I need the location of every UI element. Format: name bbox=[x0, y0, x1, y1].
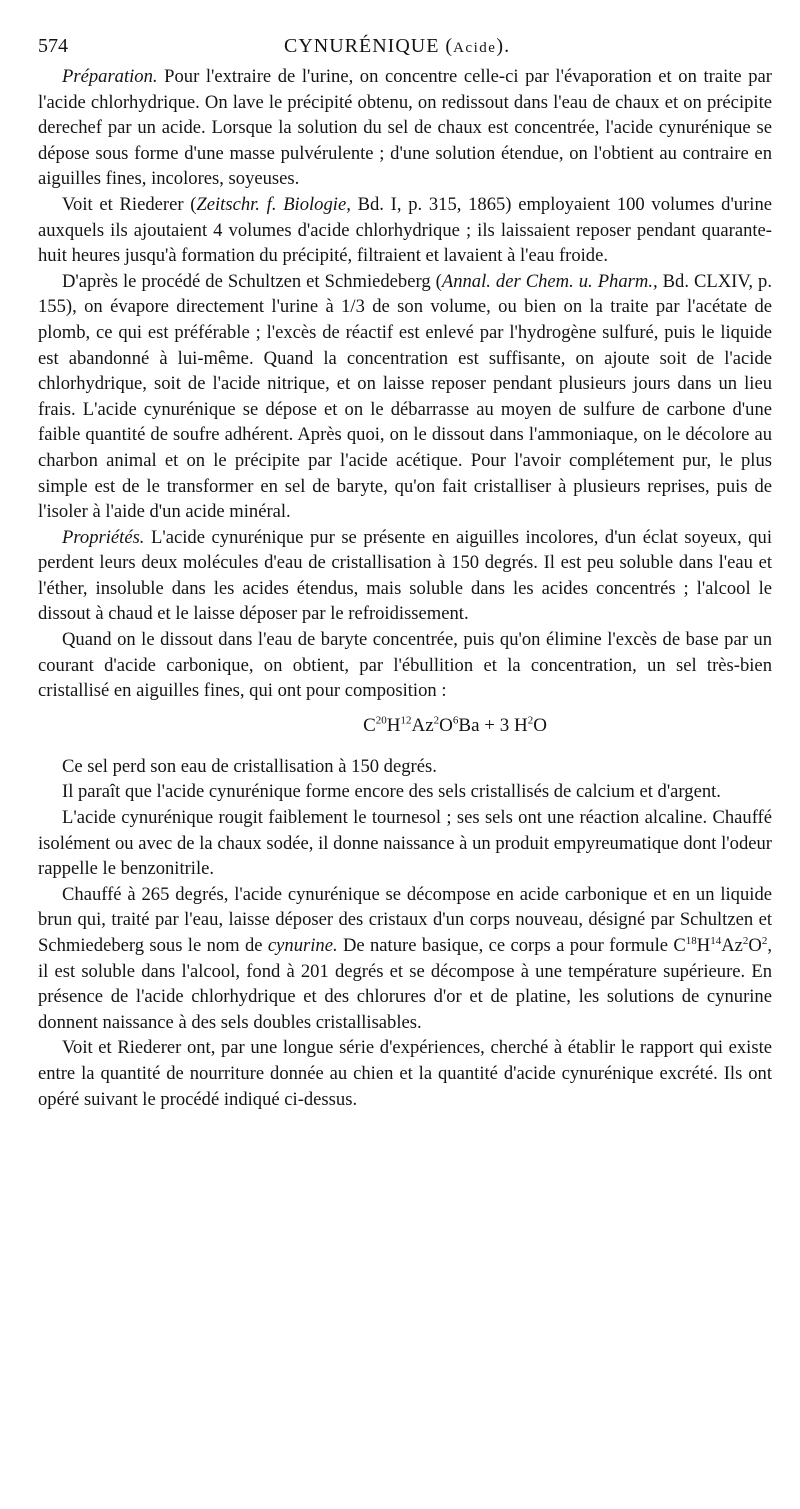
term-cynurine: cynurine. bbox=[267, 935, 338, 956]
paragraph-cynurine: Chauffé à 265 degrés, l'acide cynurénique se décompose en acide carbonique et en un liquide brun qui, traité par l'eau, laisse déposer des cristaux d'un corps nouveau, désigné par Schultzen et Schmiedeberg sous le nom de cynurine. De nature basique, ce corps a pour formule $C^{18}H^{14}Az^2O^2$, il est soluble dans l'alcool, fond à 201 degrés et se décompose à une température supérieure. En présence de l'acide chlorhydrique et des chlorures d'or et de platine, les solutions de cynurine donnent naissance à des sels doubles cristallisables. bbox=[38, 883, 773, 1033]
paragraph-text: D'après le procédé de Schultzen et Schmiedeberg ( bbox=[62, 270, 442, 292]
running-title-end: ). bbox=[496, 35, 511, 57]
running-title-small-caps: Acide bbox=[453, 40, 497, 56]
paragraph-properties bbox=[38, 525, 772, 627]
running-title bbox=[284, 28, 510, 66]
page-header bbox=[38, 28, 772, 64]
paragraph-calcium-silver-salts: Il paraît que l'acide cynurénique forme encore des sels cristallisés de calcium et d'argent. bbox=[62, 781, 721, 803]
paragraph-schultzen-method bbox=[38, 269, 772, 525]
paragraph-text: Bd. I, p. 315, 1865) employaient 100 volumes d'urine auxquels ils ajoutaient 4 volumes d'acide chlorhydrique ; ils laissaient reposer pendant quarante-huit heures jusqu'à formation du précipité, filtraient et lavaient à l'eau froide. bbox=[38, 193, 772, 267]
section-lead-preparation: Préparation. bbox=[62, 66, 158, 87]
chemical-formula: $C^{20}H^{12}Az^2O^6Ba + 3$ $H^2O$ bbox=[363, 714, 547, 736]
page-body bbox=[38, 64, 772, 1112]
paragraph-voit-riederer-method bbox=[38, 192, 772, 269]
running-title-main: CYNURÉNIQUE ( bbox=[284, 35, 454, 57]
paragraph-litmus-reaction: L'acide cynurénique rougit faiblement le tournesol ; ses sels ont une réaction alcaline. Chauffé isolément ou avec de la chaux sodée, il donne naissance à un produit empyreumatique dont l'odeur rappelle le benzonitrile. bbox=[38, 807, 772, 880]
paragraph-baryte-salt: Quand on le dissout dans l'eau de baryte concentrée, puis qu'on élimine l'excès de base par un courant d'acide carbonique, on obtient, par l'ébullition et la concentration, un sel très-bien cristallisé en aiguilles fines, qui ont pour composition : bbox=[38, 629, 772, 702]
paragraph-crystallisation-water: Ce sel perd son eau de cristallisation à 150 degrés. bbox=[62, 755, 437, 777]
citation-title: Annal. der Chem. u. Pharm., bbox=[441, 270, 658, 292]
citation-title: Zeitschr. f. Biologie, bbox=[196, 193, 351, 215]
paragraph-text: L'acide cynurénique pur se présente en aiguilles incolores, d'un éclat soyeux, qui perdent leurs deux molécules d'eau de cristallisation à 150 degrés. Il est peu soluble dans l'eau et l'éther, insoluble dans les acides étendus, mais soluble dans les acides concentrés ; l'alcool le dissout à chaud et le laisse déposer par le refroidissement. bbox=[38, 526, 772, 625]
paragraph-preparation bbox=[38, 64, 772, 192]
document-page bbox=[38, 28, 772, 1112]
paragraph-experiments: Voit et Riederer ont, par une longue série d'expériences, cherché à établir le rapport qui existe entre la quantité de nourriture donnée au chien et la quantité d'acide cynurénique excrété. Ils ont opéré suivant le procédé indiqué ci-dessus. bbox=[38, 1037, 772, 1110]
page-number: 574 bbox=[38, 35, 68, 57]
paragraph-text: Voit et Riederer ( bbox=[62, 193, 197, 215]
section-lead-properties: Propriétés. bbox=[62, 526, 145, 548]
paragraph-text: Pour l'extraire de l'urine, on concentre celle-ci par l'évaporation et on traite par l'acide chlorhydrique. On lave le précipité obtenu, on redissout dans l'eau de chaux et on précipite derechef par un acide. Lorsque la solution du sel de chaux est concentrée, l'acide cynurénique se dépose sous forme d'une masse pulvérulente ; d'une solution étendue, on l'obtient au contraire en aiguilles fines, incolores, soyeuses. bbox=[38, 66, 772, 190]
paragraph-text: Bd. CLXIV, p. 155), on évapore directement l'urine à 1/3 de son volume, ou bien on la traite par l'acétate de plomb, ce qui est préférable ; l'excès de réactif est enlevé par l'hydrogène sulfuré, puis le liquide est abandonné à lui-même. Quand la concentration est suffisante, on ajoute soit de l'acide chlorhydrique, soit de l'acide nitrique, et on laisse reposer pendant plusieurs jours dans un lieu frais. L'acide cynurénique se dépose et on le débarrasse au moyen de sulfure de carbone d'une faible quantité de soufre adhérent. Après quoi, on le dissout dans l'ammoniaque, on le décolore au charbon animal et on le précipite par l'acide acétique. Pour l'avoir complétement pur, le plus simple est de le transformer en sel de baryte, qu'on fait cristalliser à plusieurs reprises, puis de l'isoler à l'aide d'un acide minéral. bbox=[38, 270, 773, 523]
